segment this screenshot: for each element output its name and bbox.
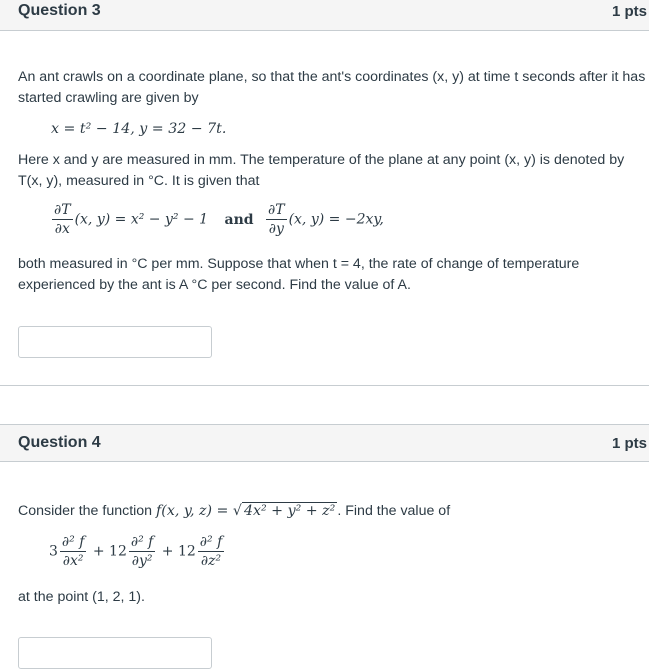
partial-t-y-fraction (266, 201, 287, 238)
question-3-equations: x = t² − 14, y = 32 − 7t. (51, 121, 227, 137)
question-3-intro-line1: An ant crawls on a coordinate plane, so that the ant's coordinates (x, y) at time t seconds after it has (18, 69, 646, 85)
question-3-intro-line2: started crawling are given by (18, 90, 199, 106)
question-4-header (0, 425, 649, 462)
question-3-header (0, 0, 649, 31)
second-partial-z-denominator: ∂z² (200, 553, 222, 569)
question-4-intro (18, 501, 450, 522)
question-3-para2-line1: Here x and y are measured in mm. The temperature of the plane at any point (x, y) is denoted by (18, 152, 625, 168)
partial-t-x-denominator: ∂x (54, 221, 70, 237)
question-3-title: Question 3 (18, 2, 101, 19)
question-4-intro-prefix: Consider the function (18, 503, 157, 519)
second-partial-y-fraction (129, 533, 155, 570)
second-partial-x-numerator: ∂² f (61, 534, 85, 550)
question-4-answer-input[interactable] (18, 637, 212, 669)
question-4-points: 1 pts (611, 435, 647, 452)
coefficient-2: + 12 (92, 543, 127, 560)
second-partial-x-fraction (60, 533, 86, 570)
question-4-expression (49, 533, 226, 570)
partial-t-y-expression: (x, y) = −2xy, (288, 211, 384, 228)
sqrt-sign: √ (232, 503, 242, 519)
question-3-partials (50, 201, 384, 238)
second-partial-y-numerator: ∂² f (130, 534, 154, 550)
second-partial-z-numerator: ∂² f (199, 534, 223, 550)
question-3-bottom-border (0, 385, 649, 386)
function-lhs: f(x, y, z) = (156, 503, 233, 519)
partial-t-x-expression: (x, y) = x² − y² − 1 (74, 211, 209, 228)
question-4-card (0, 424, 649, 667)
question-4-title: Question 4 (18, 434, 101, 451)
partial-t-y-denominator: ∂y (268, 221, 284, 237)
question-3-para3-line2: experienced by the ant is A °C per second. Find the value of A. (18, 277, 411, 293)
and-word: and (224, 211, 254, 228)
coefficient-3: + 12 (161, 543, 196, 560)
question-3-answer-input[interactable] (18, 326, 212, 358)
partial-t-x-fraction (52, 201, 73, 238)
coefficient-1: 3 (49, 543, 58, 560)
second-partial-x-denominator: ∂x² (62, 553, 84, 569)
partial-t-y-numerator: ∂T (268, 202, 285, 218)
question-4-intro-suffix: . Find the value of (337, 503, 451, 519)
second-partial-y-denominator: ∂y² (131, 553, 153, 569)
question-3-para3-line1: both measured in °C per mm. Suppose that when t = 4, the rate of change of temperature (18, 256, 580, 272)
function-sqrt-body: 4x² + y² + z² (243, 503, 336, 519)
second-partial-z-fraction (198, 533, 224, 570)
partial-t-x-numerator: ∂T (54, 202, 71, 218)
question-3-points: 1 pts (611, 3, 647, 20)
question-4-at-point: at the point (1, 2, 1). (18, 589, 145, 605)
question-3-para2-line2: T(x, y), measured in °C. It is given that (18, 173, 260, 189)
